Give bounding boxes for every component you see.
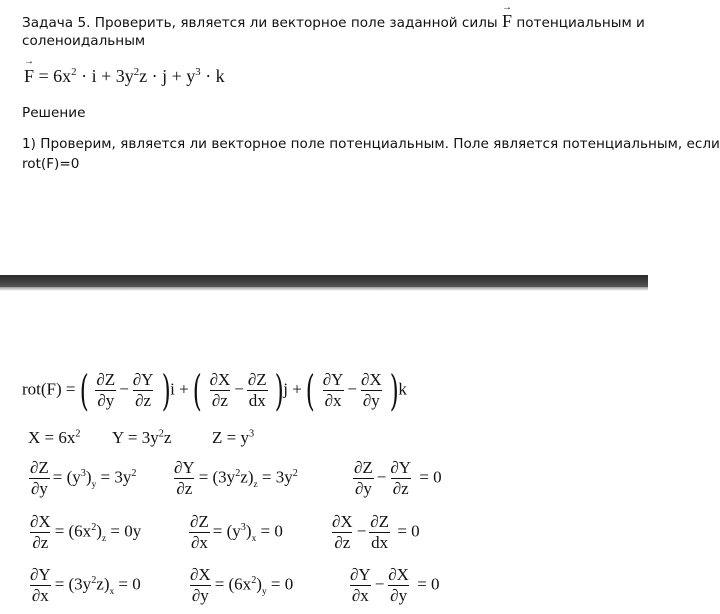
minus-2: − [234, 379, 244, 399]
force-formula [24, 66, 225, 86]
frac-dz-dx: $\frac{\partial Z}{dx}$ [247, 370, 267, 410]
force-exp-y: 2 [133, 66, 140, 78]
force-term-i: · i + 3y [76, 66, 134, 86]
force-term-x: = 6x [34, 66, 72, 86]
paren-open-1: ( [79, 365, 89, 415]
task-text-after: потенциальным и [516, 15, 645, 31]
solution-label: Решение [22, 105, 86, 121]
frac-dy-dz: $\frac{\partial Y}{\partial z}$ [132, 370, 154, 410]
component-z: $Z = y^3$ [212, 428, 255, 447]
step1-line-2: rot(F)=0 [22, 156, 80, 172]
derivative-row-1-a: $\frac{\partial Z}{\partial y}$ = $(y^3)_y = 3y^2$ [30, 458, 137, 498]
frac-dy-dx: $\frac{\partial Y}{\partial x}$ [322, 370, 344, 410]
minus-1: − [119, 379, 129, 399]
rot-formula [22, 365, 407, 415]
step1-line-1: 1) Проверим, является ли векторное поле потенциальным. Поле является потенциальным, если [22, 136, 720, 152]
force-exp-x: 2 [71, 66, 77, 78]
frac-dx-dz: $\frac{\partial X}{\partial z}$ [209, 370, 231, 410]
force-term-j: z · j + y [139, 66, 196, 86]
rot-lhs: rot(F) = [22, 379, 76, 399]
page-separator-band [0, 275, 648, 287]
component-x: $X = 6x^2$ [28, 428, 81, 447]
component-y: $Y = 3y^2z$ [112, 428, 172, 447]
frac-dz-dy: $\frac{\partial Z}{\partial y}$ [96, 370, 116, 410]
task-text-before: Задача 5. Проверить, является ли векторное поле заданной силы [22, 15, 498, 31]
frac-dx-dy: $\frac{\partial X}{\partial y}$ [361, 370, 382, 410]
page-separator-shadow [0, 287, 648, 291]
task-line-1 [22, 12, 645, 32]
derivative-row-1-b: $\frac{\partial Y}{\partial z}$ = $(3y^2z)_z = 3y^2$ [174, 458, 298, 498]
paren-close-3: ) [389, 365, 399, 415]
derivative-row-3-a: $\frac{\partial Y}{\partial x}$ = $(3y^2z)_x = 0$ [30, 565, 141, 605]
derivative-row-1-c: $\frac{\partial Z}{\partial y}$ − $\frac{\partial Y}{\partial z}$ = 0 [354, 458, 442, 498]
force-exp-z: 3 [195, 66, 201, 78]
unit-i: i + [170, 379, 189, 399]
derivative-row-3-b: $\frac{\partial X}{\partial y}$ = $(6x^2)_y = 0$ [190, 565, 294, 605]
unit-j: j + [283, 379, 302, 399]
derivative-row-3-c: $\frac{\partial Y}{\partial x}$ − $\frac{\partial X}{\partial y}$ = 0 [350, 565, 440, 605]
task-line-2: соленоидальным [22, 33, 146, 49]
derivative-row-2-c: $\frac{\partial X}{\partial z}$ − $\frac{\partial Z}{dx}$ = 0 [332, 512, 420, 552]
force-vector-symbol: → F [502, 12, 512, 30]
paren-open-3: ( [305, 365, 315, 415]
derivative-row-2-b: $\frac{\partial Z}{\partial x}$ = $(y^3)_x = 0$ [190, 512, 283, 552]
force-lhs: → F [24, 66, 34, 86]
minus-3: − [347, 379, 358, 399]
paren-close-1: ) [161, 365, 171, 415]
paren-close-2: ) [274, 365, 284, 415]
unit-k: k [398, 379, 407, 399]
derivative-row-2-a: $\frac{\partial X}{\partial z}$ = $(6x^2)_z = 0y$ [30, 512, 142, 552]
force-term-k: · k [200, 66, 225, 86]
paren-open-2: ( [192, 365, 202, 415]
